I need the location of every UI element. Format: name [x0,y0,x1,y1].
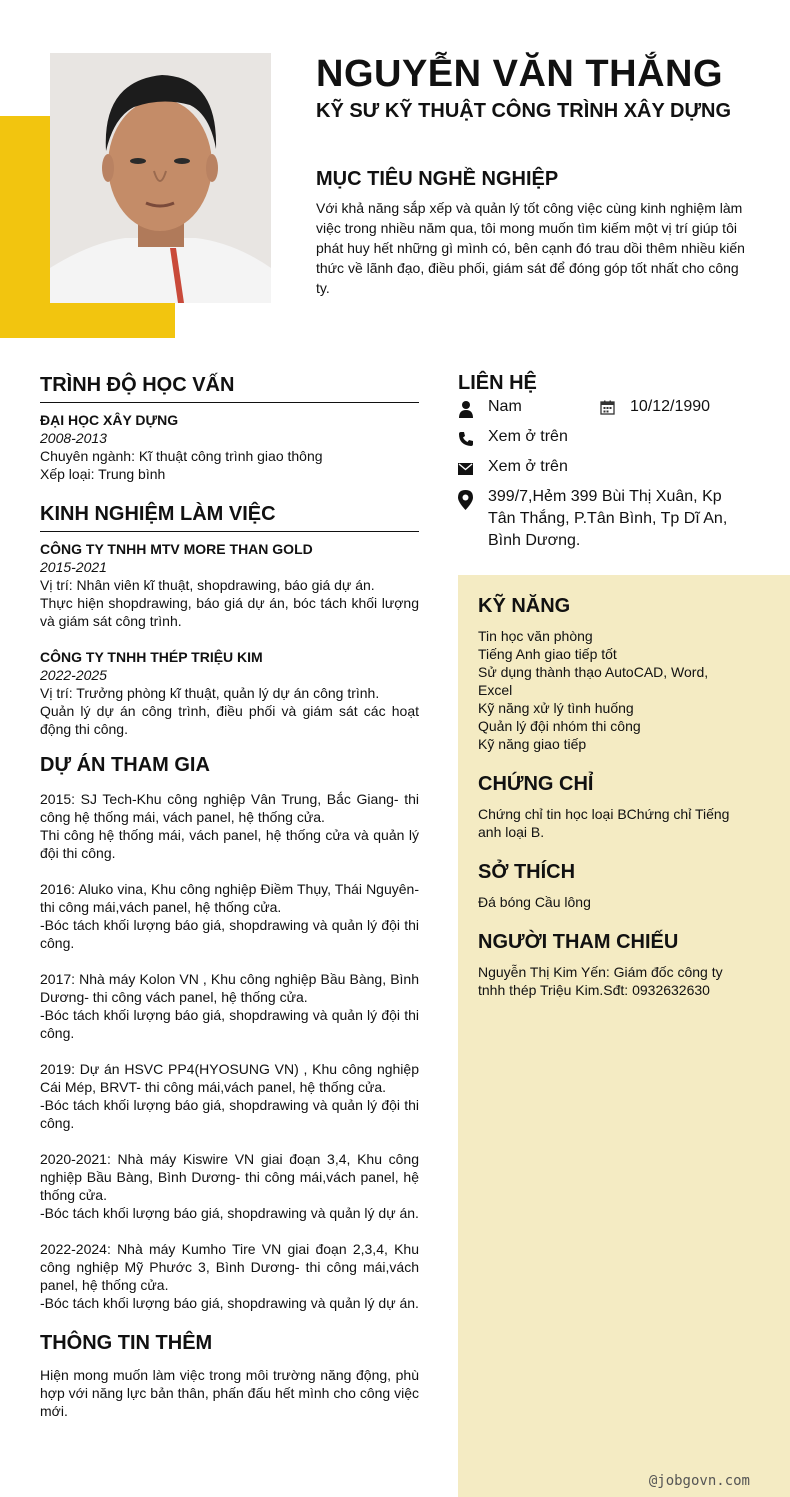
skill-item: Kỹ năng xử lý tình huống [478,700,634,716]
project-item [40,1150,419,1222]
contact-birthdate: 10/12/1990 [630,398,711,415]
project-item [40,880,419,952]
experience-heading-wrap [40,501,419,532]
skill-item: Tiếng Anh giao tiếp tốt [478,646,617,662]
project-detail: -Bóc tách khối lượng báo giá, shopdrawing và quản lý đội thi công. [40,1007,419,1041]
job-years: 2022-2025 [40,667,107,683]
project-title: 2015: SJ Tech-Khu công nghiệp Vân Trung, Bắc Giang- thi công hệ thống mái, vách panel, hệ thống cửa. [40,791,419,825]
project-title: 2017: Nhà máy Kolon VN , Khu công nghiệp Bầu Bàng, Bình Dương- thi công vách panel, hệ thống cửa. [40,971,419,1005]
job-years: 2015-2021 [40,559,107,575]
education-heading-wrap [40,372,419,403]
contact-email: Xem ở trên [488,458,568,475]
location-pin-icon [458,490,474,506]
references-section [478,929,743,999]
job-company: CÔNG TY TNHH MTV MORE THAN GOLD [40,541,313,557]
skill-item: Quản lý đội nhóm thi công [478,718,641,734]
candidate-name: NGUYỄN VĂN THẮNG [316,53,724,95]
project-detail: -Bóc tách khối lượng báo giá, shopdrawing và quản lý dự án. [40,1295,419,1311]
job-title: KỸ SƯ KỸ THUẬT CÔNG TRÌNH XÂY DỰNG [316,100,732,122]
project-title: 2020-2021: Nhà máy Kiswire VN giai đoạn 3,4, Khu công nghiệp Bầu Bàng, Bình Dương- thi công mái,vách panel, hệ thống cửa. [40,1151,419,1203]
extra-text: Hiện mong muốn làm việc trong môi trường năng động, phù hợp với năng lực bản thân, phấn đấu hết mình cho công việc mới. [40,1367,419,1419]
project-item [40,1240,419,1312]
certificates-heading: CHỨNG CHỈ [478,773,594,795]
email-icon [458,462,474,478]
main-column [40,372,419,1420]
education-entry [40,411,419,483]
project-detail: -Bóc tách khối lượng báo giá, shopdrawing và quản lý đội thi công. [40,917,419,951]
contact-address: 399/7,Hẻm 399 Bùi Thị Xuân, Kp Tân Thắng, P.Tân Bình, Tp Dĩ An, Bình Dương. [488,488,728,549]
job-entry [40,540,419,630]
job-description: Quản lý dự án công trình, điều phối và giám sát các hoạt động thi công. [40,703,419,737]
hobbies-text: Đá bóng Cầu lông [478,894,591,910]
job-position: Vị trí: Trưởng phòng kĩ thuật, quản lý dự án công trình. [40,685,380,701]
skill-item: Kỹ năng giao tiếp [478,736,587,752]
skill-item: Tin học văn phòng [478,628,593,644]
project-item [40,970,419,1042]
contact-gender: Nam [488,398,522,415]
job-entry [40,648,419,738]
hobbies-heading: SỞ THÍCH [478,861,576,883]
watermark: @jobgovn.com [648,1473,750,1489]
project-title: 2016: Aluko vina, Khu công nghiệp Điềm Thụy, Thái Nguyên- thi công mái,vách panel, hệ thống cửa. [40,881,419,915]
project-item [40,790,419,862]
references-text: Nguyễn Thị Kim Yến: Giám đốc công ty tnhh thép Triệu Kim.Sđt: 0932632630 [478,964,723,998]
education-major: Chuyên ngành: Kĩ thuật công trình giao thông [40,448,323,464]
project-detail: -Bóc tách khối lượng báo giá, shopdrawing và quản lý đội thi công. [40,1097,419,1131]
projects-heading: DỰ ÁN THAM GIA [40,754,210,776]
project-title: 2019: Dự án HSVC PP4(HYOSUNG VN) , Khu công nghiệp Cái Mép, BRVT- thi công mái,vách panel, hệ thống cửa. [40,1061,419,1095]
hobbies-section [478,859,743,911]
certificates-text: Chứng chỉ tin học loại BChứng chỉ Tiếng anh loại B. [478,806,730,840]
objective-text: Với khả năng sắp xếp và quản lý tốt công việc cùng kinh nghiệm làm việc trong nhiều năm qua, tôi mong muốn tìm kiếm một vị trí giúp tôi phát huy hết những gì mình có, bên cạnh đó trau dồi thêm nhiều kiến thức về lãnh đạo, điều phối, giám sát để đóng góp tốt nhất cho công ty. [316,200,745,296]
job-company: CÔNG TY TNHH THÉP TRIỆU KIM [40,649,263,665]
sidebar-content [478,593,743,1017]
experience-heading: KINH NGHIỆM LÀM VIỆC [40,503,276,525]
calendar-icon [600,400,616,416]
person-icon [458,400,474,416]
contact-phone: Xem ở trên [488,428,568,445]
extra-heading: THÔNG TIN THÊM [40,1332,213,1354]
job-description: Thực hiện shopdrawing, báo giá dự án, bóc tách khối lượng và giám sát công trình. [40,595,419,629]
skills-section [478,593,743,753]
skill-item: Sử dụng thành thạo AutoCAD, Word, Excel [478,664,709,698]
project-detail: Thi công hệ thống mái, vách panel, hệ thống cửa và quản lý đội thi công. [40,827,419,861]
objective-heading: MỤC TIÊU NGHỀ NGHIỆP [316,168,559,190]
profile-photo [50,53,271,303]
education-heading: TRÌNH ĐỘ HỌC VẤN [40,374,235,396]
project-item [40,1060,419,1132]
references-heading: NGƯỜI THAM CHIẾU [478,931,679,953]
phone-icon [458,431,474,447]
job-position: Vị trí: Nhân viên kĩ thuật, shopdrawing, báo giá dự án. [40,577,375,593]
education-years: 2008-2013 [40,430,107,446]
education-grade: Xếp loại: Trung bình [40,466,166,482]
skills-heading: KỸ NĂNG [478,595,571,617]
project-detail: -Bóc tách khối lượng báo giá, shopdrawing và quản lý dự án. [40,1205,419,1221]
certificates-section [478,771,743,841]
education-school: ĐẠI HỌC XÂY DỰNG [40,412,179,428]
project-title: 2022-2024: Nhà máy Kumho Tire VN giai đoạn 2,3,4, Khu công nghiệp Mỹ Phước 3, Bình Dương- thi công mái,vách panel, hệ thống cửa. [40,1241,419,1293]
sidebar-panel [458,575,790,1497]
contact-heading: LIÊN HỆ [458,372,537,394]
